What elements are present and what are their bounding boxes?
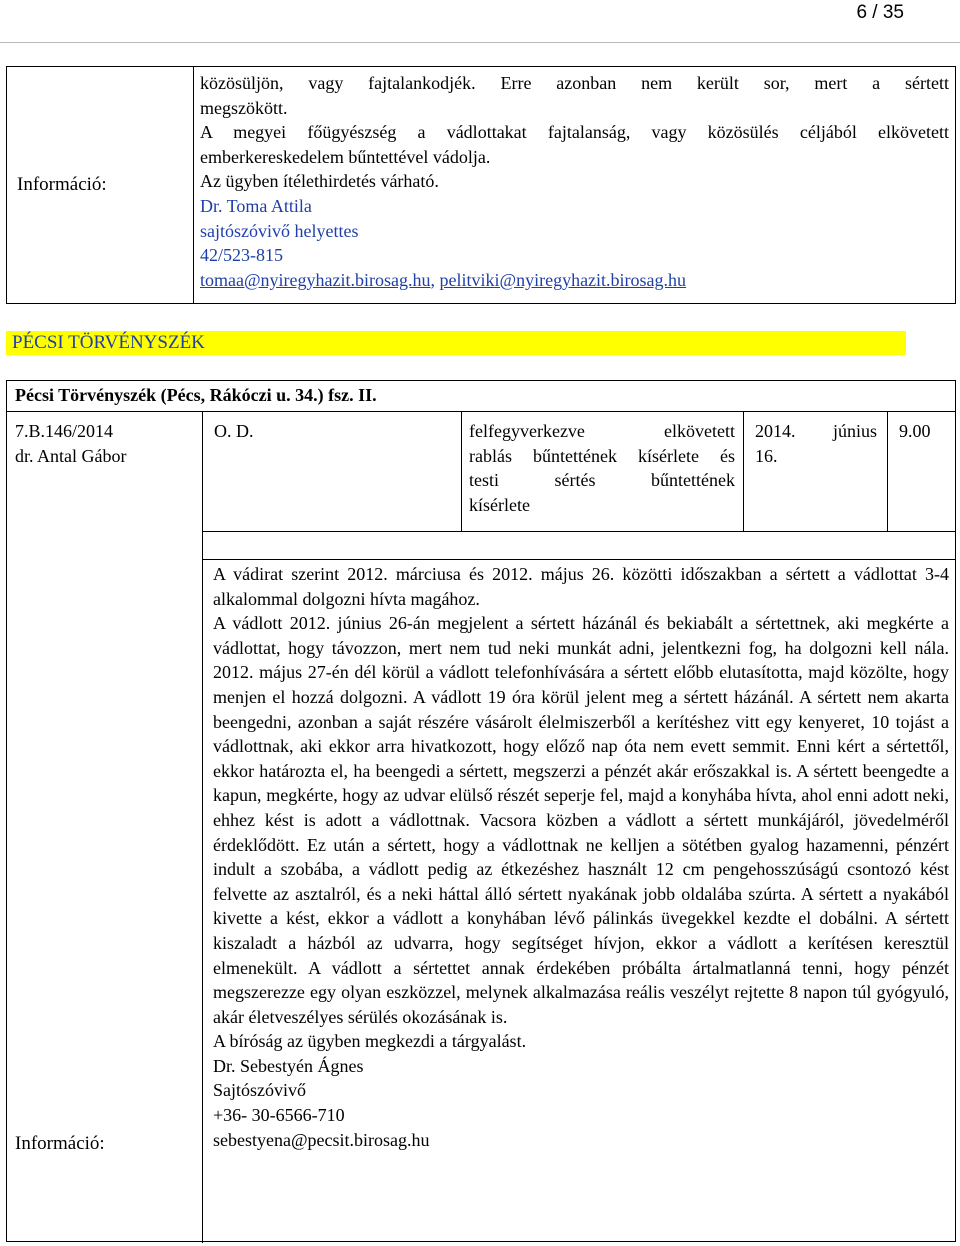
charge-line: felfegyverkezve elkövetett <box>469 421 735 441</box>
case-number-cell <box>15 419 126 468</box>
date-line: 16. <box>755 445 778 466</box>
column-divider <box>461 412 462 531</box>
header-rule <box>0 42 960 43</box>
time: 9.00 <box>899 421 931 441</box>
story-paragraph: A vádirat szerint 2012. márciusa és 2012. május 26. közötti időszakban a sértett a vádlottat 3-4 alkalommal dolgozni hívta magához. <box>213 564 949 609</box>
row-divider <box>202 559 956 560</box>
text-line: A megyei főügyészség a vádlottakat fajtalanság, vagy közösülés céljából elkövetett <box>200 122 949 143</box>
case-description <box>213 562 949 1152</box>
info-label: Információ: <box>15 1133 105 1154</box>
judge-name: dr. Antal Gábor <box>15 445 127 466</box>
row-divider <box>202 531 956 532</box>
text-line: közösüljön, vagy fajtalankodjék. Erre azonban nem került sor, mert a sértett <box>200 73 949 93</box>
email-separator: , <box>430 269 440 290</box>
contact-email[interactable]: sebestyena@pecsit.birosag.hu <box>213 1129 430 1150</box>
text-line: emberkereskedelem bűntettével vádolja. <box>200 146 491 167</box>
text-line: Az ügyben ítélethirdetés várható. <box>200 171 439 192</box>
page-number: 6 / 35 <box>856 2 904 23</box>
column-divider <box>743 412 744 531</box>
info-content <box>194 67 955 303</box>
court-banner: PÉCSI TÖRVÉNYSZÉK <box>6 331 906 355</box>
case-number: 7.B.146/2014 <box>15 421 114 441</box>
contact-phone: +36- 30-6566-710 <box>213 1105 345 1126</box>
charge-line: testi sértés bűntettének <box>469 470 735 491</box>
contact-role: sajtószóvivő helyettes <box>200 220 359 241</box>
story-paragraph: A vádlott 2012. június 26-án megjelent a sértett házánál és bekiabált a sértettnek, aki megkérte a vádlottat, hogy távozzon, mert nem tud neki munkát adni, jelentkezni fog, ha dolgozni kell nála. 2012. május 27-én dél körül a vádlott telefonhívására a sértett előbb elutasította, majd közölte, hogy menjen el hozzá dolgozni. A vádlott 19 óra körül jelent meg a sértett házánál. A sértett nem akarta beengedni, azonban a saját részére vásárolt élelmiszerből a kerítéshez vitt egy kenyeret, 10 tojást a vádlottnak, aki ekkor arra hivatkozott, hogy előző nap óta nem evett semmit. Enni kért a sértettől, ekkor határozta el, ha beengedi a sértett, megszerzi a pénzét akár erőszakkal is. A sértett beengedte a kapun, megkérte, hogy az udvar elülső részét seperje fel, majd a konyhába hívta, ahol enni adott neki, ehhez kést is adott a vádlottnak. Vacsora közben a vádlott a sértett munkájáról, jövedelméről érdeklődött. Ez után a sértett, hogy a vádlottnak ne kelljen a sötétben gyalog hazamenni, pénzért indult a szobába, a vádlott pedig az étkezéshez használt 12 cm pengehosszúságú csontozó kést felvette az asztalról, és a neki háttal álló sértett nyakának jobb oldalába szúrta. A sértett a nyakából kivette a kést, ekkor a vádlott a konyhában lévő pálinkás üvegekkel kezdte el dobálni. A sértett kiszaladt a házból az udvarra, hogy segítséget hívjon, ekkor a vádlott a kerítésen keresztül elmenekült. A vádlott a sértettet annak érdekében próbálta ártalmatlanná tenni, hogy pénzét megszerezze egy olyan eszközzel, melynek alkalmazása reális veszélyt rejtette 8 napon túl gyógyuló, akár életveszélyes sérülés okozásának is. <box>213 613 949 1027</box>
email-link-2[interactable]: pelitviki@nyiregyhazit.birosag.hu <box>439 269 687 290</box>
info-label: Információ: <box>7 67 194 303</box>
venue-row: Pécsi Törvényszék (Pécs, Rákóczi u. 34.) fsz. II. <box>7 381 955 412</box>
contact-name: Dr. Sebestyén Ágnes <box>213 1055 364 1076</box>
date-cell <box>755 419 877 468</box>
info-table-top <box>6 66 956 304</box>
charge-line: kísérlete <box>469 494 530 515</box>
text-line: megszökött. <box>200 97 288 118</box>
charge-cell <box>469 419 735 517</box>
contact-emails <box>200 268 949 293</box>
column-divider <box>887 412 888 531</box>
defendant: O. D. <box>214 421 254 441</box>
case-table <box>6 380 956 1242</box>
contact-role: Sajtószóvivő <box>213 1080 306 1101</box>
column-divider <box>202 412 203 1243</box>
date-line: 2014. június <box>755 421 877 441</box>
story-paragraph: A bíróság az ügyben megkezdi a tárgyalást. <box>213 1031 527 1052</box>
contact-phone: 42/523-815 <box>200 245 283 266</box>
email-link-1[interactable]: tomaa@nyiregyhazit.birosag.hu <box>200 269 431 290</box>
contact-name: Dr. Toma Attila <box>200 195 312 216</box>
charge-line: rablás bűntettének kísérlete és <box>469 445 735 466</box>
